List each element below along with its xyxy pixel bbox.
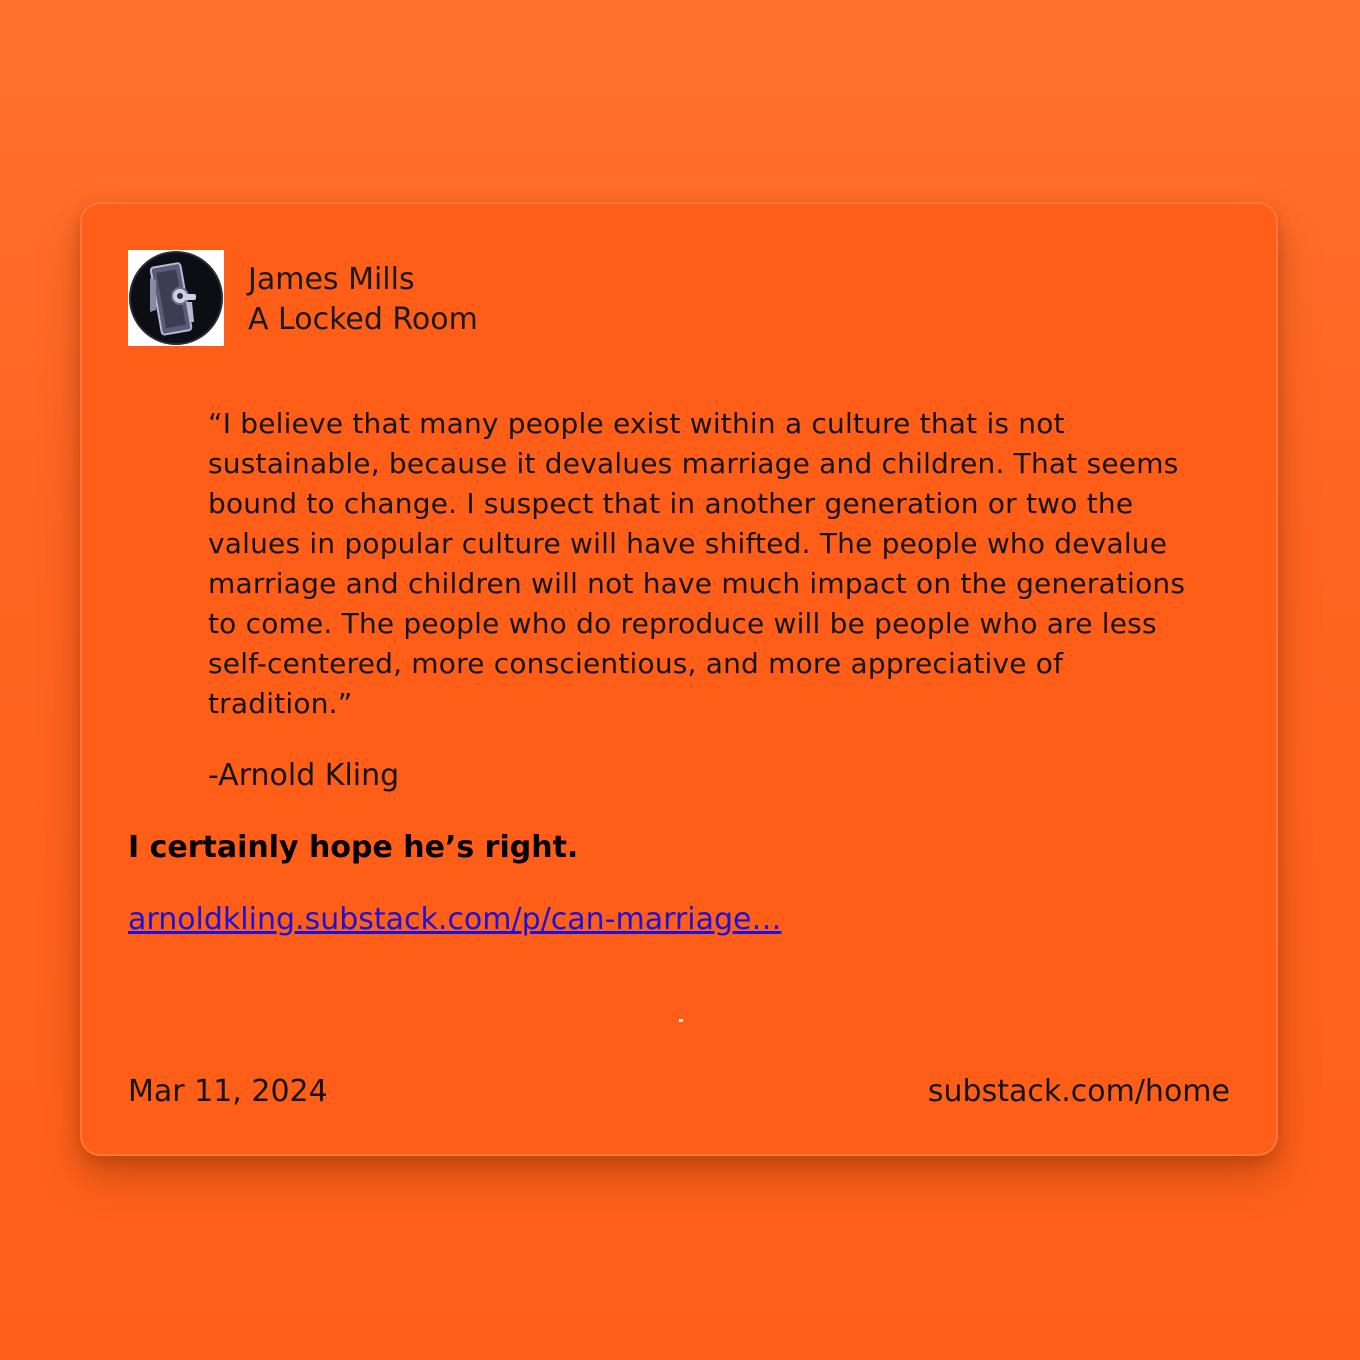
article-link[interactable]: arnoldkling.substack.com/p/can-marriage… xyxy=(128,902,782,937)
author-name[interactable]: James Mills xyxy=(248,262,415,297)
post-comment: I certainly hope he’s right. xyxy=(128,830,579,865)
post-card xyxy=(80,202,1278,1156)
separator-dot xyxy=(679,1019,683,1022)
post-date: Mar 11, 2024 xyxy=(128,1074,328,1109)
quote-text: “I believe that many people exist within a culture that is not sustainable, because it devalues marriage and children. That seems bound to change. I suspect that in another generation or two the values in popular culture will have shifted. The people who devalue marriage and children will not have much impact on the generations to come. The people who do reproduce will be people who are less self-centered, more conscientious, and more appreciative of tradition.” xyxy=(208,407,1186,720)
site-url[interactable]: substack.com/home xyxy=(927,1074,1230,1109)
locked-door-icon xyxy=(128,250,224,346)
avatar[interactable] xyxy=(128,250,224,346)
quote-attribution: -Arnold Kling xyxy=(208,758,400,793)
publication-name[interactable]: A Locked Room xyxy=(248,302,478,337)
